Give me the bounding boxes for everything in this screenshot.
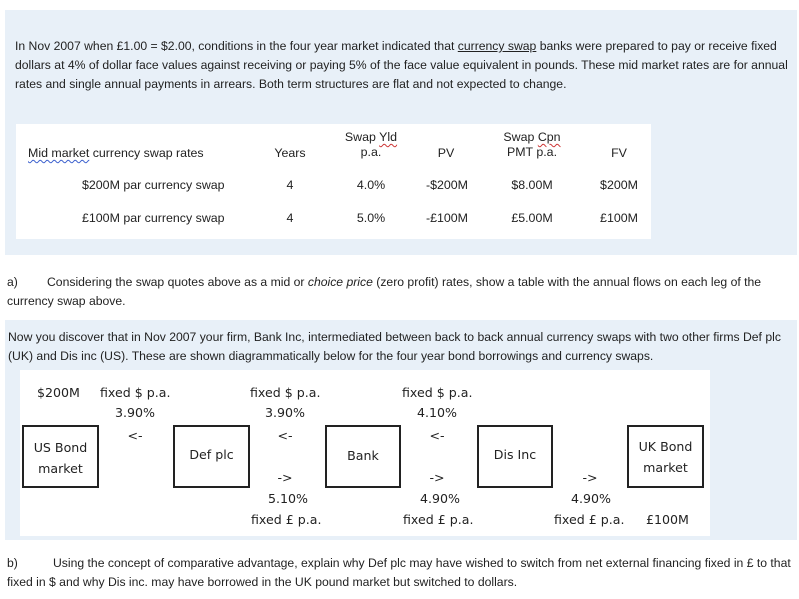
- row2-years: 4: [286, 211, 294, 225]
- table-header-fv: FV: [611, 146, 627, 160]
- row2-pv: -£100M: [425, 211, 468, 225]
- fixed-usd-label-2: fixed $ p.a.: [250, 385, 321, 400]
- intro-paragraph: [15, 37, 790, 94]
- arrow-right-1: ->: [277, 470, 293, 485]
- question-a: a) Considering the swap quotes above as a mid or choice price (zero profit) rates, show a table with the annual flows on each leg of the currency swap above.: [7, 275, 762, 308]
- fixed-gbp-label-2: fixed £ p.a.: [403, 512, 474, 527]
- swap-rates-table: [16, 124, 651, 239]
- bank-label: Bank: [347, 448, 379, 463]
- question-a-label: a): [7, 275, 18, 289]
- fixed-gbp-label-3: fixed £ p.a.: [554, 512, 625, 527]
- row1-yield: 4.0%: [356, 178, 386, 192]
- intro-text-end: banks were prepared to pay or receive fixed dollars at 4% of dollar face values against receiving or paying 5% of the face value equivalent in pounds. These mid market rates are for annual rates and single annual payments in arrears. Both term structures are flat and not expected to change.: [15, 39, 788, 91]
- row2-yield: 5.0%: [356, 211, 386, 225]
- row2-fv: £100M: [600, 211, 638, 225]
- row1-years: 4: [286, 178, 294, 192]
- row1-pmt: $8.00M: [511, 178, 553, 192]
- us-bond-market-label: US Bond market: [33, 440, 88, 476]
- table-header-yield: Swap Yld p.a.: [344, 130, 398, 159]
- table-header-years: Years: [274, 146, 306, 160]
- currency-swap-link[interactable]: currency swap: [457, 39, 537, 53]
- question-b: b) Using the concept of comparative advantage, explain why Def plc may have wished to switch from net external financing fixed in £ to that fixed in $ and why Dis inc. may have borrowed in the UK pound market but switched to dollars.: [7, 556, 791, 589]
- arrow-left-2: <-: [277, 428, 293, 443]
- swap-diagram: [20, 370, 710, 536]
- fixed-usd-label-3: fixed $ p.a.: [402, 385, 473, 400]
- fixed-usd-rate-2: 3.90%: [264, 405, 305, 420]
- intro-text-start: In Nov 2007 when £1.00 = $2.00, conditions in the four year market indicated that: [15, 39, 458, 53]
- fixed-gbp-rate-2: 4.90%: [419, 491, 460, 506]
- fixed-gbp-rate-1: 5.10%: [267, 491, 308, 506]
- table-header-label: Mid market currency swap rates: [28, 146, 204, 160]
- arrow-right-2: ->: [429, 470, 445, 485]
- arrow-left-1: <-: [127, 428, 143, 443]
- table-header-coupon: Swap Cpn PMT p.a.: [503, 130, 561, 159]
- question-b-label: b): [7, 556, 18, 570]
- row1-pv: -$200M: [425, 178, 468, 192]
- arrow-right-3: ->: [582, 470, 598, 485]
- dis-inc-label: Dis Inc: [493, 447, 537, 462]
- uk-bond-market-label: UK Bond market: [638, 439, 693, 475]
- bank-intermediation-paragraph: Now you discover that in Nov 2007 your firm, Bank Inc, intermediated between back to back annual currency swaps with two other firms Def plc (UK) and Dis inc (US). These are shown diagrammatically below for the four year bond borrowings and currency swaps.: [8, 330, 781, 363]
- row1-fv: $200M: [600, 178, 638, 192]
- row2-pmt: £5.00M: [511, 211, 553, 225]
- row1-label: $200M par currency swap: [82, 178, 225, 192]
- fixed-usd-rate-3: 4.10%: [416, 405, 457, 420]
- arrow-left-3: <-: [429, 428, 445, 443]
- bottom-amount: £100M: [646, 512, 689, 527]
- choice-price-term: choice price: [307, 275, 373, 289]
- row2-label: £100M par currency swap: [82, 211, 225, 225]
- top-amount: $200M: [37, 385, 80, 400]
- fixed-gbp-label-1: fixed £ p.a.: [251, 512, 322, 527]
- fixed-usd-label-1: fixed $ p.a.: [100, 385, 171, 400]
- fixed-usd-rate-1: 3.90%: [114, 405, 155, 420]
- fixed-gbp-rate-3: 4.90%: [570, 491, 611, 506]
- def-plc-label: Def plc: [189, 447, 234, 462]
- mid-market-word: Mid market: [28, 146, 90, 160]
- table-header-pv: PV: [437, 146, 455, 160]
